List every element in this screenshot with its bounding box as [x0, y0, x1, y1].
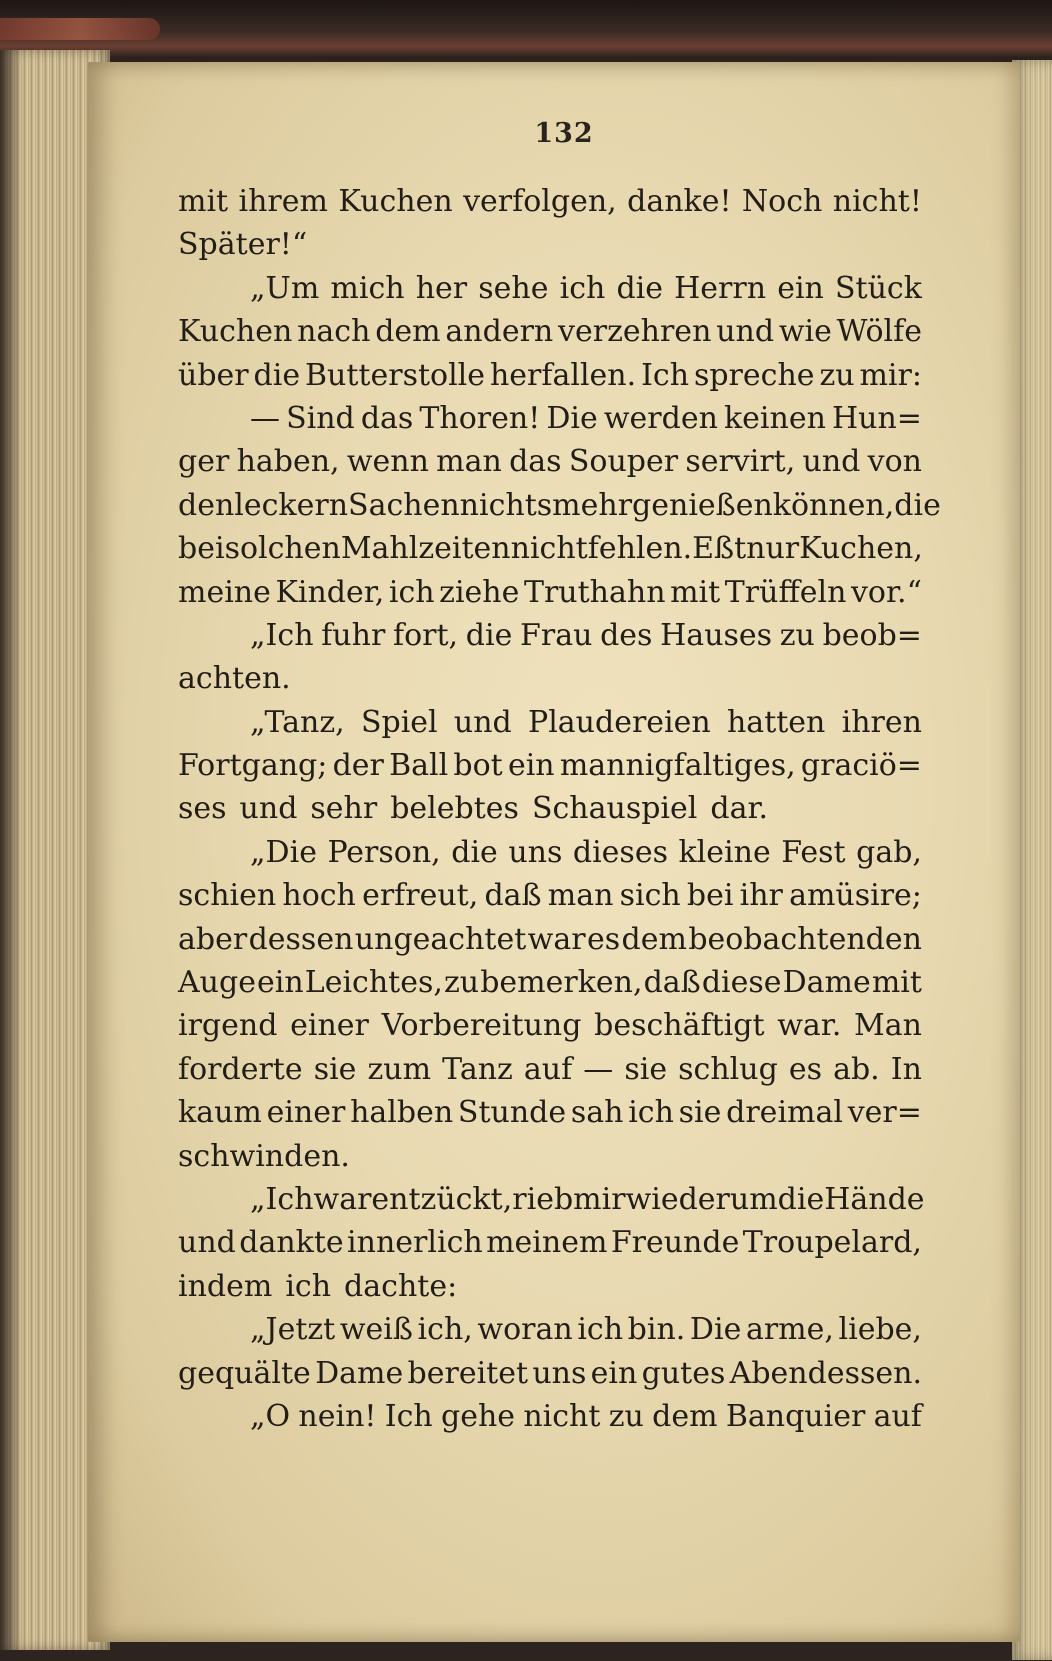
word: weiß — [339, 1312, 413, 1348]
word: Freunde — [610, 1225, 740, 1261]
text-line — [178, 223, 922, 266]
word: gab, — [856, 834, 922, 870]
text-line — [178, 918, 922, 961]
word: uns — [508, 834, 563, 870]
word: ein — [777, 270, 824, 306]
word: ich — [577, 1312, 624, 1348]
word: nein! — [298, 1398, 377, 1434]
word: keinen — [723, 400, 826, 436]
word: „Tanz, — [250, 704, 345, 740]
text-line — [178, 787, 922, 830]
word: sie — [624, 1051, 668, 1087]
word: ein — [507, 748, 555, 784]
word: dem — [621, 921, 687, 957]
word: wiederum — [625, 1181, 778, 1217]
word: dessen — [248, 921, 354, 957]
word: des — [600, 617, 653, 653]
word: Dame — [782, 965, 871, 1001]
word: daß — [484, 878, 542, 914]
text-line — [178, 1091, 922, 1134]
word: mir: — [859, 357, 922, 393]
word: den — [178, 487, 235, 523]
word: schlug — [678, 1051, 778, 1087]
word: danke! — [627, 184, 732, 219]
word: gehe — [441, 1398, 516, 1434]
word: fehlen. — [587, 531, 693, 567]
word: Banquier — [725, 1398, 866, 1434]
text-line — [178, 961, 922, 1004]
text-line — [178, 484, 941, 527]
word: ver= — [847, 1095, 922, 1131]
text-line — [178, 527, 922, 570]
word: nicht — [523, 1398, 601, 1434]
word: die — [616, 270, 664, 306]
word: Ich — [384, 1398, 433, 1434]
word: verzehren — [558, 314, 712, 350]
word: mich — [330, 270, 405, 306]
word: werden — [603, 400, 718, 436]
word: hoch — [282, 878, 356, 914]
word: achten. — [178, 661, 291, 697]
word: beob= — [822, 617, 922, 653]
word: dem — [375, 314, 441, 350]
word: fuhr — [321, 617, 386, 653]
text-line — [178, 1135, 922, 1178]
word: es — [586, 921, 621, 957]
word: Ball — [389, 748, 449, 784]
word: dar. — [710, 791, 769, 827]
word: mir — [573, 1181, 626, 1217]
page-text — [178, 180, 941, 1438]
word: ihrem — [238, 184, 328, 219]
word: das — [509, 444, 562, 480]
word: und — [453, 704, 512, 740]
word: ab. — [833, 1051, 880, 1087]
word: Die — [689, 1312, 742, 1348]
word: Frau — [520, 617, 593, 653]
text-line — [178, 1221, 922, 1264]
word: Herrn — [674, 270, 767, 306]
word: beobachtenden — [688, 921, 922, 957]
word: Sachen — [348, 487, 460, 523]
word: Ich — [641, 357, 690, 393]
word: einer — [290, 1008, 369, 1044]
word: ein — [257, 965, 304, 1001]
text-line — [178, 1395, 922, 1438]
word: wie — [778, 314, 832, 350]
word: meinem — [486, 1225, 608, 1261]
book-page — [88, 62, 1020, 1642]
word: nur — [746, 531, 800, 567]
word: dieses — [572, 834, 668, 870]
text-line — [178, 831, 922, 874]
word: ger — [178, 444, 230, 480]
word: mit — [871, 965, 922, 1001]
word: hatten — [726, 704, 826, 740]
word: solchen — [224, 531, 341, 567]
word: Mahlzeiten — [340, 531, 511, 567]
word: gequälte — [178, 1355, 311, 1391]
word: entzückt, — [371, 1181, 513, 1217]
text-line — [178, 1004, 922, 1047]
word: Schauspiel — [531, 791, 698, 827]
word: woran — [477, 1312, 573, 1348]
word: ungeachtet — [354, 921, 527, 957]
text-line — [178, 267, 922, 310]
word: daß — [643, 965, 701, 1001]
word: zu — [819, 357, 855, 393]
word: gutes — [641, 1355, 726, 1391]
word: und — [802, 444, 861, 480]
word: verfolgen, — [463, 184, 617, 219]
text-line — [178, 657, 922, 700]
word: beschäftigt — [594, 1008, 765, 1044]
word: innerlich — [347, 1225, 483, 1261]
word: Stunde — [457, 1095, 567, 1131]
word: der — [332, 748, 384, 784]
word: andern — [445, 314, 554, 350]
word: zu — [608, 1398, 644, 1434]
word: ich — [285, 1268, 332, 1304]
word: über — [178, 357, 249, 393]
word: können, — [772, 487, 895, 523]
word: nach — [297, 314, 371, 350]
book-cover-edge — [0, 0, 1052, 58]
word: Fortgang; — [178, 748, 328, 784]
text-line — [178, 571, 922, 614]
word: Hände — [824, 1181, 925, 1217]
word: war. — [777, 1008, 842, 1044]
text-line — [178, 397, 922, 440]
word: Man — [854, 1008, 922, 1044]
word: bemerken, — [480, 965, 643, 1001]
word: Person, — [327, 834, 441, 870]
word: Dame — [315, 1355, 404, 1391]
word: nicht! — [832, 184, 922, 219]
word: belebtes — [390, 791, 519, 827]
word: Stück — [834, 270, 922, 306]
word: ihr — [739, 878, 783, 914]
word: und — [716, 314, 775, 350]
text-line — [178, 354, 922, 397]
word: „Die — [250, 834, 317, 870]
word: ich — [559, 270, 606, 306]
word: Noch — [741, 184, 823, 219]
word: „Um — [250, 270, 320, 306]
word: „Ich — [250, 617, 314, 653]
word: bereitet — [407, 1355, 529, 1391]
word: Leichtes, — [304, 965, 443, 1001]
word: Fest — [781, 834, 846, 870]
word: zu — [444, 965, 480, 1001]
word: Später!“ — [178, 227, 308, 263]
word: von — [867, 444, 922, 480]
word: dem — [652, 1398, 718, 1434]
word: man — [436, 444, 502, 480]
word: wenn — [346, 444, 429, 480]
word: das — [360, 400, 414, 436]
word: liebe, — [838, 1312, 922, 1348]
text-line — [178, 1178, 925, 1221]
word: graciö= — [800, 748, 922, 784]
word: spreche — [693, 357, 815, 393]
page-number: 132 — [534, 118, 594, 149]
text-line — [178, 1308, 922, 1351]
word: erfreut, — [362, 878, 479, 914]
word: bei — [686, 878, 734, 914]
word: die — [465, 617, 513, 653]
word: Vorbereitung — [381, 1008, 582, 1044]
text-line — [178, 1352, 922, 1395]
word: uns — [532, 1355, 587, 1391]
word: Plaudereien — [528, 704, 711, 740]
word: Kuchen — [338, 184, 453, 219]
word: einer — [266, 1095, 346, 1131]
word: amüsire; — [789, 878, 922, 914]
word: Wölfe — [836, 314, 922, 350]
word: war — [313, 1181, 372, 1217]
word: bei — [178, 531, 225, 567]
word: Abendessen. — [729, 1355, 922, 1391]
word: Trüffeln — [724, 574, 847, 610]
word: Die — [546, 400, 598, 436]
word: die — [253, 357, 301, 393]
word: ein — [590, 1355, 638, 1391]
word: aber — [178, 921, 248, 957]
word: zum — [367, 1051, 432, 1087]
word: vor.“ — [850, 574, 922, 610]
word: ihren — [841, 704, 922, 740]
word: auf — [523, 1051, 573, 1087]
word: sehr — [310, 791, 378, 827]
word: sich — [619, 878, 681, 914]
word: kaum — [178, 1095, 262, 1131]
word: es — [788, 1051, 823, 1087]
word: Auge — [178, 965, 256, 1001]
word: und — [178, 1225, 236, 1261]
word: dachte: — [344, 1268, 458, 1304]
word: haben, — [236, 444, 340, 480]
word: Thoren! — [419, 400, 541, 436]
word: die — [894, 487, 941, 523]
word: Kuchen — [178, 314, 293, 350]
word: diese — [701, 965, 782, 1001]
word: — — [583, 1051, 614, 1087]
word: Troupelard, — [742, 1225, 922, 1261]
word: mannigfaltiges, — [559, 748, 796, 784]
word: meine — [178, 574, 271, 610]
word: war — [527, 921, 586, 957]
word: leckern — [234, 487, 349, 523]
word: zu — [779, 617, 815, 653]
word: „O — [250, 1398, 291, 1434]
word: und — [239, 791, 298, 827]
word: „Jetzt — [250, 1312, 336, 1348]
text-line — [178, 614, 922, 657]
word: sie — [678, 1095, 722, 1131]
text-line — [178, 1265, 922, 1308]
word: ziehe — [439, 574, 520, 610]
word: auf — [873, 1398, 922, 1434]
word: her — [415, 270, 468, 306]
word: mit — [178, 184, 229, 219]
word: arme, — [745, 1312, 834, 1348]
text-line — [178, 874, 922, 917]
word: bot — [453, 748, 503, 784]
word: dreimal — [726, 1095, 843, 1131]
word: Tanz — [442, 1051, 513, 1087]
word: kleine — [678, 834, 771, 870]
word: die — [451, 834, 498, 870]
word: ses — [178, 791, 227, 827]
word: herfallen. — [489, 357, 637, 393]
word: ich — [628, 1095, 674, 1131]
word: Hauses — [660, 617, 773, 653]
word: nichts — [459, 487, 553, 523]
word: — — [250, 400, 280, 436]
word: indem — [178, 1268, 273, 1304]
word: Butterstolle — [305, 357, 486, 393]
word: Eßt — [692, 531, 747, 567]
word: sehe — [478, 270, 549, 306]
word: irgend — [178, 1008, 278, 1044]
word: „Ich — [250, 1181, 314, 1217]
word: schien — [178, 878, 277, 914]
word: mit — [670, 574, 721, 610]
word: mehr — [552, 487, 633, 523]
word: Souper — [568, 444, 679, 480]
page-stack-shadow — [0, 50, 22, 1650]
word: ich — [388, 574, 435, 610]
word: Kuchen, — [799, 531, 923, 567]
word: sie — [313, 1051, 357, 1087]
text-line — [178, 440, 922, 483]
word: Truthahn — [523, 574, 666, 610]
word: ich, — [417, 1312, 473, 1348]
word: nicht — [510, 531, 588, 567]
word: sah — [570, 1095, 624, 1131]
text-line — [178, 701, 922, 744]
word: dankte — [239, 1225, 344, 1261]
word: genießen — [632, 487, 773, 523]
text-line — [178, 310, 922, 353]
word: fort, — [392, 617, 459, 653]
text-line — [178, 744, 922, 787]
word: schwinden. — [178, 1138, 350, 1174]
word: man — [547, 878, 614, 914]
word: bin. — [627, 1312, 686, 1348]
word: Spiel — [360, 704, 438, 740]
text-line — [178, 180, 922, 223]
word: In — [890, 1051, 922, 1087]
word: rieb — [512, 1181, 574, 1217]
word: Kinder, — [275, 574, 385, 610]
word: servirt, — [685, 444, 796, 480]
word: die — [777, 1181, 825, 1217]
word: halben — [350, 1095, 454, 1131]
word: forderte — [178, 1051, 303, 1087]
word: Sind — [286, 400, 355, 436]
word: Hun= — [832, 400, 922, 436]
text-line — [178, 1048, 922, 1091]
